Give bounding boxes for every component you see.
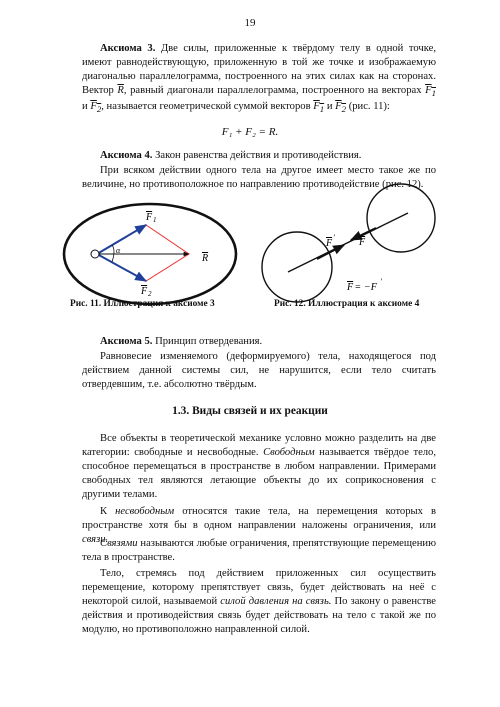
fig11-vector-f2 bbox=[97, 254, 146, 281]
axiom3-line2-mid: , равный диагонали параллелограмма, построенного на векторах bbox=[123, 85, 422, 97]
fig12-formula-lhs: F bbox=[347, 282, 354, 293]
fig11-application-point bbox=[91, 250, 99, 258]
vector-f2b: $F_2$ bbox=[335, 101, 347, 115]
vector-sum-equation: F₁ + F₂ = R. bbox=[221, 126, 279, 138]
fig12-formula-sup: ′ bbox=[380, 277, 382, 286]
fig11-label-f1-sub: 1 bbox=[153, 216, 157, 224]
fig11-label-f1: F bbox=[146, 212, 153, 223]
axiom3-line3-a: и bbox=[82, 101, 88, 113]
fig12-body-2 bbox=[367, 184, 435, 252]
p2-text-a: К bbox=[100, 506, 108, 517]
vector-f2: $F_2$ bbox=[90, 101, 102, 115]
vector-f1b: $F_1$ bbox=[313, 101, 325, 115]
fig12-action-line bbox=[288, 213, 408, 272]
p3-emphasis: Связями bbox=[100, 538, 138, 549]
axiom3-body: Две силы, приложенные к твёрдому телу в одной точке, имеют равнодействующую, приложенную в той же точке и изображаемую диагональю параллелограмма, построенного на этих силах как на сторонах. bbox=[82, 43, 436, 83]
axiom3-line3-d: (рис. 11): bbox=[348, 101, 390, 113]
p4-text-b: По закону о равенстве действия и противодействия связь будет действовать на тело с такой же по модулю, но противоположно направленной силой. bbox=[82, 596, 437, 636]
axiom3-line3-c: и bbox=[326, 101, 333, 113]
fig12-label-fprime: F bbox=[326, 238, 333, 249]
p2-emphasis: несвободным bbox=[115, 506, 175, 517]
axiom5-subtitle: Принцип отвердевания. bbox=[155, 336, 263, 347]
fig12-formula-eq: = bbox=[355, 282, 361, 293]
paragraph-4 bbox=[82, 567, 436, 637]
paragraph-3 bbox=[82, 537, 436, 565]
axiom3-line2-pre: Вектор bbox=[82, 85, 114, 97]
fig11-caption: Рис. 11. Иллюстрация к аксиоме 3 bbox=[70, 299, 215, 309]
fig11-label-f2-sub: 2 bbox=[148, 290, 152, 298]
p4-emphasis: силой давления на связь. bbox=[220, 596, 332, 608]
axiom5-title: Аксиома 5. bbox=[100, 336, 153, 347]
axiom3-line3-b: , называется геометрической суммой векторов bbox=[101, 101, 311, 113]
p1-text-b: называется твёрдое тело, способное перемещаться в пространстве в любом направлении. Примерами свободных тел являются летающие объекты до их соприкосновения с другими телами. bbox=[82, 447, 437, 501]
fig11-label-r: R bbox=[202, 253, 209, 264]
vector-f1: $F_1$ bbox=[425, 85, 436, 99]
axiom4-subtitle: Закон равенства действия и противодействия. bbox=[155, 150, 362, 161]
p1-emphasis: Свободным bbox=[263, 447, 315, 459]
vector-r: $\overline{R}$ bbox=[117, 85, 124, 97]
p3-text-b: называются любые ограничения, препятствующие перемещению тела в пространстве. bbox=[82, 538, 436, 564]
fig11-parallelogram bbox=[97, 225, 189, 281]
p2-text-b: относятся такие тела, на перемещения которых в пространстве хотя бы в одном направлении наложены ограничения, или bbox=[82, 506, 437, 532]
fig12-label-f: F bbox=[359, 237, 366, 248]
axiom3-title: Аксиома 3. bbox=[100, 43, 156, 54]
axiom5-title-line bbox=[82, 335, 436, 349]
page-number: 19 bbox=[244, 17, 256, 29]
section-title: 1.3. Виды связей и их реакции bbox=[172, 405, 328, 417]
fig11-label-alpha: α bbox=[116, 246, 121, 255]
fig11-vector-f1 bbox=[97, 225, 146, 254]
fig11-label-f2: F bbox=[141, 286, 148, 297]
fig12-label-fprime-sup: ′ bbox=[333, 233, 335, 242]
p1-text-a: Все объекты в теоретической механике условно можно разделить на две категории: свободные и несвободные. bbox=[82, 433, 436, 459]
fig12-caption: Рис. 12. Иллюстрация к аксиоме 4 bbox=[274, 299, 420, 309]
axiom5-body: Равновесие изменяемого (деформируемого) тела, находящегося под действием данной системы сил, не нарушится, если тело считать отвердевшим, т.е. абсолютно твёрдым. bbox=[82, 351, 436, 391]
p2-emphasis-2: связи. bbox=[82, 534, 109, 546]
axiom4-body: При всяком действии одного тела на другое имеет место такое же по величине, но противоположное по направлению противодействие (рис. 12). bbox=[82, 165, 436, 191]
axiom4-title: Аксиома 4. bbox=[100, 150, 153, 161]
fig12-formula-rhs: −F bbox=[364, 282, 377, 293]
paragraph-1 bbox=[82, 432, 436, 502]
p4-text-a: Тело, стремясь под действием приложенных сил осуществить перемещение, которому препятствует связь, будет действовать на неё с некоторой силой, называемой bbox=[82, 568, 436, 608]
